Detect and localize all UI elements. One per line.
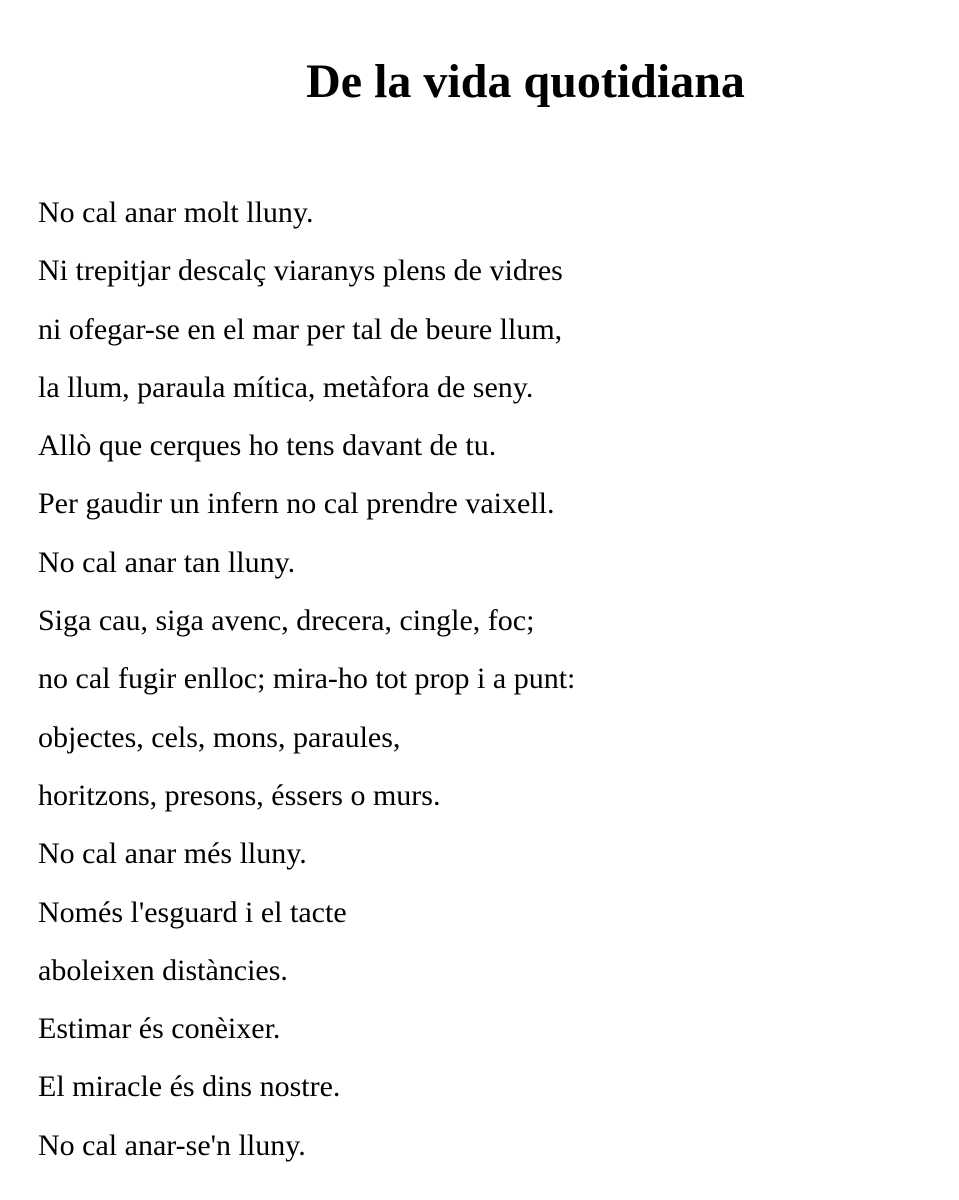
poem-line: la llum, paraula mítica, metàfora de seny. bbox=[38, 370, 534, 404]
page-title: De la vida quotidiana bbox=[306, 55, 745, 108]
poem-body bbox=[38, 196, 938, 1187]
poem-line: No cal anar-se'n lluny. bbox=[38, 1128, 306, 1162]
poem-line: Ni trepitjar descalç viaranys plens de vidres bbox=[38, 254, 563, 288]
poem-line: Estimar és conèixer. bbox=[38, 1012, 281, 1046]
poem-line: Per gaudir un infern no cal prendre vaixell. bbox=[38, 487, 555, 521]
poem-line: Només l'esguard i el tacte bbox=[38, 895, 347, 929]
poem-line: no cal fugir enlloc; mira-ho tot prop i a punt: bbox=[38, 662, 576, 696]
poem-line: aboleixen distàncies. bbox=[38, 953, 288, 987]
poem-line: ni ofegar-se en el mar per tal de beure llum, bbox=[38, 312, 563, 346]
poem-line: Siga cau, siga avenc, drecera, cingle, foc; bbox=[38, 604, 535, 638]
poem-line: El miracle és dins nostre. bbox=[38, 1070, 341, 1104]
poem-line: Allò que cerques ho tens davant de tu. bbox=[38, 429, 497, 463]
poem-line: No cal anar molt lluny. bbox=[38, 196, 314, 229]
poem-line: No cal anar tan lluny. bbox=[38, 545, 296, 579]
poem-line: objectes, cels, mons, paraules, bbox=[38, 720, 401, 754]
poem-line: No cal anar més lluny. bbox=[38, 837, 307, 871]
poem-line: horitzons, presons, éssers o murs. bbox=[38, 778, 441, 812]
